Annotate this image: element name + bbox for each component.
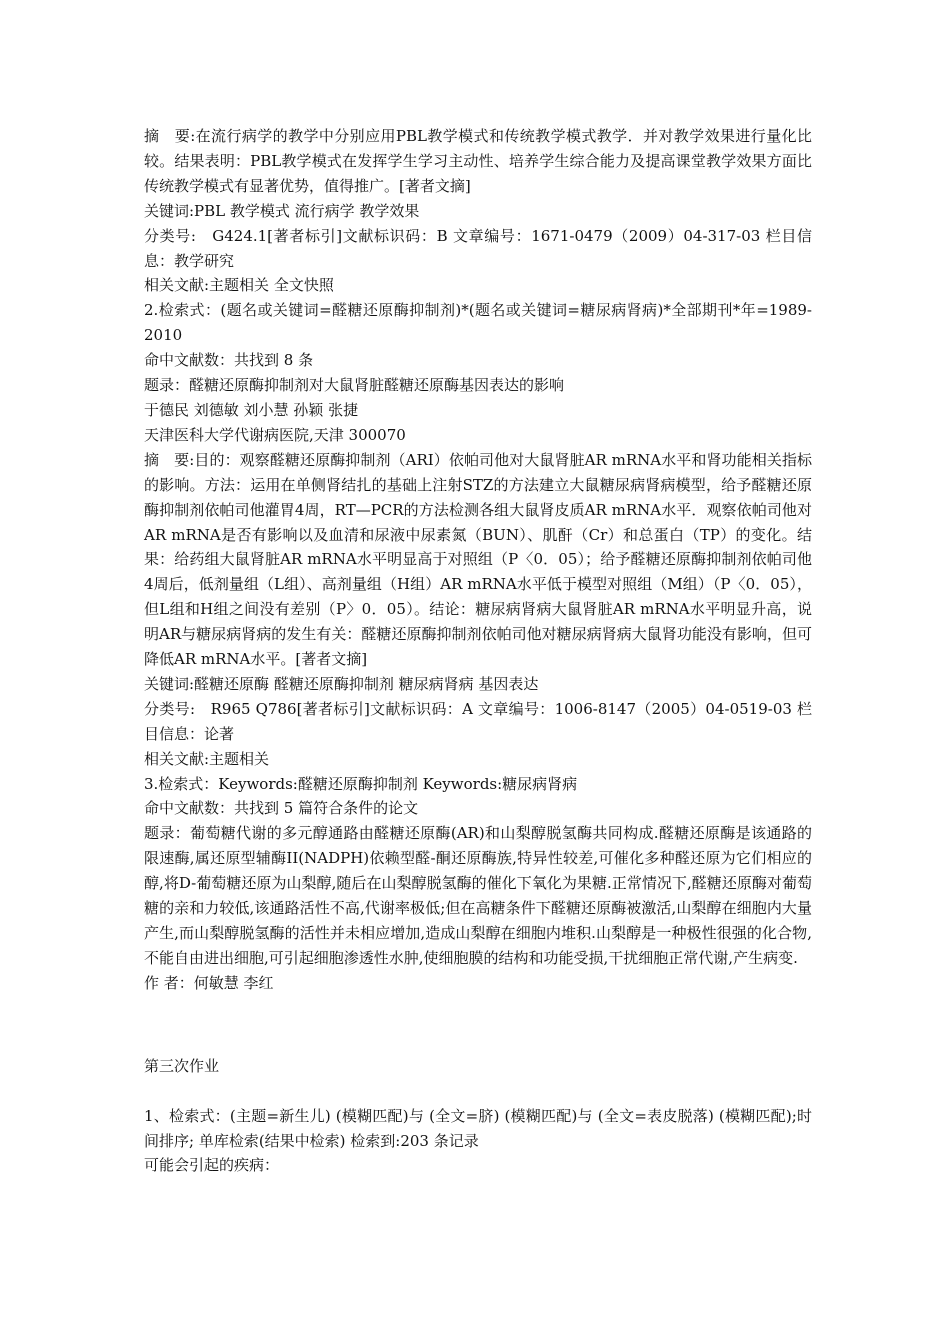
keywords-line-2: 关键词:醛糖还原酶 醛糖还原酶抑制剂 糖尿病肾病 基因表达 bbox=[144, 674, 539, 693]
record-title-2: 题录：醛糖还原酶抑制剂对大鼠肾脏醛糖还原酶基因表达的影响 bbox=[144, 376, 565, 395]
abstract-paragraph: 摘 要:在流行病学的教学中分别应用PBL教学模式和传统教学模式教学．并对教学效果进行量化比较。结果表明：PBL教学模式在发挥学生学习主动性、培养学生综合能力及提高课堂教学效果方面比传统教学模式有显著优势，值得推广。[著者文摘] bbox=[144, 127, 812, 195]
search-query-3: 3.检索式：Keywords:醛糖还原酶抑制剂 Keywords:糖尿病肾病 bbox=[144, 774, 578, 793]
classification-line-2: 分类号: R965 Q786[著者标引]文献标识码：A 文章编号：1006-8147（2005）04-0519-03 栏目信息：论著 bbox=[144, 699, 812, 743]
search-query-new: 1、检索式：(主题=新生儿) (模糊匹配)与 (全文=脐) (模糊匹配)与 (全文=表皮脱落) (模糊匹配);时间排序; 单库检索(结果中检索) 检索到:203 条记录 bbox=[144, 1106, 812, 1150]
record-authors-3: 作 者：何敏慧 李红 bbox=[144, 973, 274, 992]
section-heading: 第三次作业 bbox=[144, 1056, 220, 1075]
hit-count-3: 命中文献数：共找到 5 篇符合条件的论文 bbox=[144, 799, 419, 818]
related-docs-line: 相关文献:主题相关 全文快照 bbox=[144, 276, 334, 295]
record-title-3: 题录：葡萄糖代谢的多元醇通路由醛糖还原酶(AR)和山梨醇脱氢酶共同构成.醛糖还原酶是该通路的限速酶,属还原型辅酶II(NADPH)依赖型醛-酮还原酶族,特异性较差,可催化多种醛还原为它们相应的醇,将D-葡萄糖还原为山梨醇,随后在山梨醇脱氢酶的催化下氧化为果糖.正常情况下,醛糖还原酶对葡萄糖的亲和力较低,该通路活性不高,代谢率极低;但在高糖条件下醛糖还原酶被激活,山梨醇在细胞内大量产生,而山梨醇脱氢酶的活性并未相应增加,造成山梨醇在细胞内堆积.山梨醇是一种极性很强的化合物,不能自由进出细胞,可引起细胞渗透性水肿,使细胞膜的结构和功能受损,干扰细胞正常代谢,产生病变. bbox=[144, 824, 812, 967]
spacer bbox=[144, 1079, 812, 1104]
search-query-2: 2.检索式：(题名或关键词=醛糖还原酶抑制剂)*(题名或关键词=糖尿病肾病)*全部期刊*年=1989-2010 bbox=[144, 301, 812, 345]
related-docs-line-2: 相关文献:主题相关 bbox=[144, 749, 270, 768]
keywords-line: 关键词:PBL 教学模式 流行病学 教学效果 bbox=[144, 201, 420, 220]
abstract-paragraph-2: 摘 要:目的：观察醛糖还原酶抑制剂（ARI）依帕司他对大鼠肾脏AR mRNA水平和肾功能相关指标的影响。方法：运用在单侧肾结扎的基础上注射STZ的方法建立大鼠糖尿病肾病模型，给予醛糖还原酶抑制剂依帕司他灌胃4周，RT—PCR的方法检测各组大鼠肾皮质AR mRNA水平．观察依帕司他对AR mRNA是否有影响以及血清和尿液中尿素氮（BUN）、肌酐（Cr）和总蛋白（TP）的变化。结果：给药组大鼠肾脏AR mRNA水平明显高于对照组（P〈0．05）；给予醛糖还原酶抑制剂依帕司他4周后，低剂量组（L组）、高剂量组（H组）AR mRNA水平低于模型对照组（M组）（P〈0．05），但L组和H组之间没有差别（P〉0．05）。结论：糖尿病肾病大鼠肾脏AR mRNA水平明显升高，说明AR与糖尿病肾病的发生有关：醛糖还原酶抑制剂依帕司他对糖尿病肾病大鼠肾功能没有影响，但可降低AR mRNA水平。[著者文摘] bbox=[144, 450, 812, 669]
record-affiliation-2: 天津医科大学代谢病医院,天津 300070 bbox=[144, 425, 406, 444]
possible-diseases-line: 可能会引起的疾病： bbox=[144, 1156, 280, 1175]
document-page bbox=[144, 124, 812, 1178]
record-authors-2: 于德民 刘德敏 刘小慧 孙颖 张捷 bbox=[144, 400, 359, 419]
hit-count-2: 命中文献数：共找到 8 条 bbox=[144, 351, 314, 370]
classification-line: 分类号: G424.1[著者标引]文献标识码：B 文章编号：1671-0479（2009）04-317-03 栏目信息：教学研究 bbox=[144, 226, 812, 270]
spacer bbox=[144, 996, 812, 1054]
